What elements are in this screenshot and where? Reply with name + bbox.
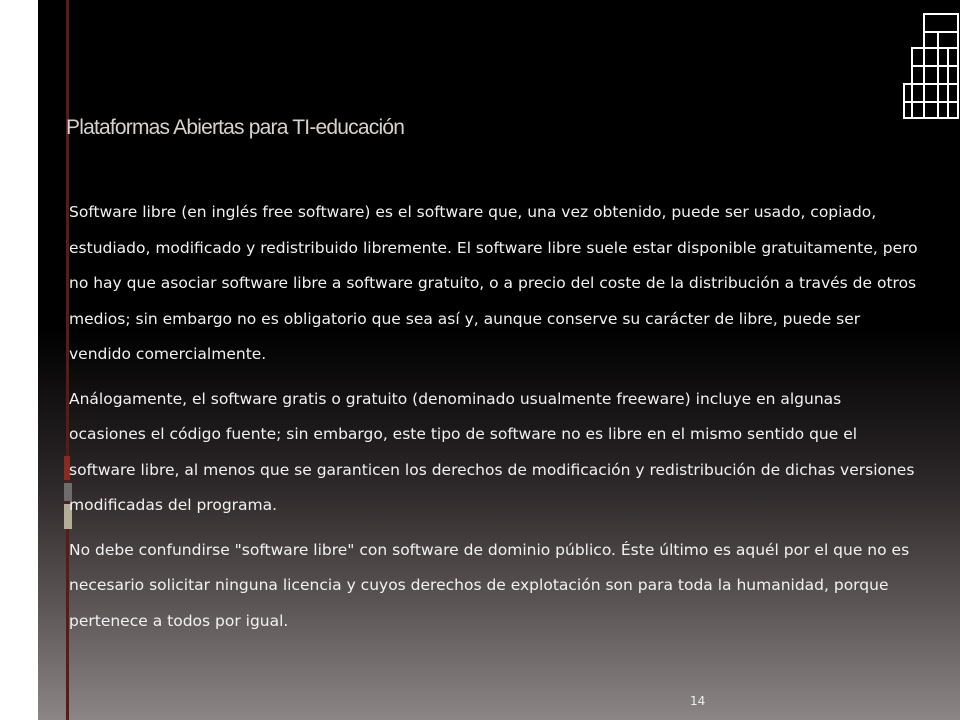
paragraph-dominio-publico: No debe confundirse "software libre" con software de dominio público. Éste último es aquél por el que no es necesario solicitar ninguna licencia y cuyos derechos de explotación son para toda la humanidad, porque pertenece a todos por igual. (69, 540, 910, 630)
paragraph-freeware: Análogamente, el software gratis o gratuito (denominado usualmente freeware) incluye en algunas ocasiones el código fuente; sin embargo, este tipo de software no es libre en el mismo sentido que el software libre, al menos que se garanticen los derechos de modificación y redistribución de dichas versiones modificadas del programa. (69, 389, 915, 514)
slide-title: Plataformas Abiertas para TI-educación (66, 116, 405, 139)
left-margin-band (0, 0, 38, 720)
page-number: 14 (690, 694, 706, 708)
decorative-grid-icon (902, 12, 960, 120)
paragraph-software-libre: Software libre (en inglés free software) es el software que, una vez obtenido, puede ser usado, copiado, estudiado, modificado y redistribuido libremente. El software libre suele estar disponible gratuitamente, pero no hay que asociar software libre a software gratuito, o a precio del coste de la distribución a través de otros medios; sin embargo no es obligatorio que sea así y, aunque conserve su carácter de libre, puede ser vendido comercialmente. (69, 203, 918, 363)
slide-body (69, 195, 919, 648)
